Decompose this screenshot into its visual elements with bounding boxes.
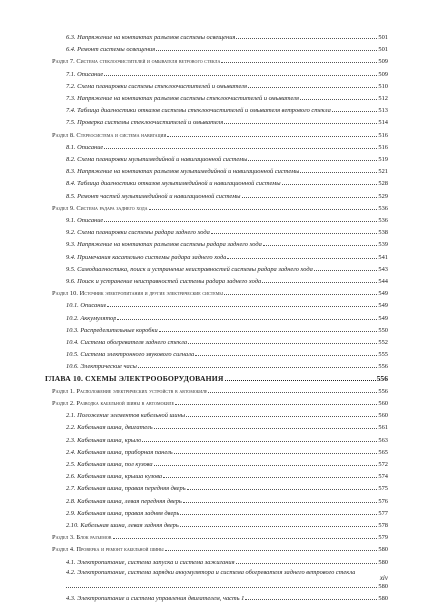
toc-page-ref: 560 <box>378 400 388 407</box>
toc-title: 6.3. Напряжение на контактах разъемов системы освещения <box>66 34 236 41</box>
toc-title: 2.7. Кабельная шина, правая передняя дверь <box>66 485 186 493</box>
toc-title: 9.3. Напряжение на контактах разъемов системы радара заднего хода <box>66 241 262 249</box>
toc-entry-sub[interactable] <box>0 262 424 274</box>
toc-entry-sub[interactable] <box>0 250 424 262</box>
toc-page-ref: 561 <box>378 424 388 432</box>
toc-title: 6.4. Ремонт системы освещения <box>66 46 156 54</box>
leader-dots <box>180 506 377 515</box>
toc-page-ref: 521 <box>378 168 388 176</box>
toc-entry-sub[interactable] <box>0 433 424 445</box>
toc-entry-section[interactable] <box>0 286 424 298</box>
leader-dots <box>248 152 377 161</box>
toc-entry-sub[interactable] <box>0 164 424 176</box>
toc-title: 2.5. Кабельная шина, пол кузова <box>66 461 153 468</box>
toc-page-ref: 576 <box>378 497 388 505</box>
toc-entry-sub[interactable] <box>0 359 424 371</box>
toc-page-ref: 514 <box>378 119 388 127</box>
toc-title: 8.2. Схема планировки мультимедийной и навигационной системы <box>66 156 248 163</box>
leader-dots <box>224 286 378 295</box>
toc-page-ref: 572 <box>378 461 388 468</box>
toc-title: 4.2. Электропитание, система зарядки аккумулятора и система обогревателя заднего ветрового стекла <box>66 568 356 576</box>
toc-page-ref: 552 <box>378 339 388 346</box>
toc-entry-sub[interactable] <box>0 469 424 481</box>
toc-page-ref: 543 <box>378 265 388 273</box>
toc-title: 8.4. Таблица диагностики отказов мультимедийной и навигационной системы <box>66 180 281 188</box>
toc-title: 9.5. Самодиагностика, поиск и устранение неисправностей системы радара заднего хода <box>66 265 313 273</box>
leader-dots <box>248 79 377 88</box>
toc-page-ref: 501 <box>378 46 388 54</box>
leader-dots <box>156 42 377 51</box>
leader-dots <box>117 311 377 320</box>
toc-title: Раздел 3. Блок разъемов <box>52 534 112 542</box>
toc-page-ref: 575 <box>378 485 388 493</box>
leader-dots <box>221 54 377 63</box>
leader-dots <box>154 457 378 466</box>
leader-dots <box>154 420 378 429</box>
leader-dots <box>174 445 378 454</box>
toc-title: 10.5. Система электронного звукового сигнала <box>66 351 195 359</box>
toc-continuation <box>66 579 388 591</box>
toc-entry-sub[interactable] <box>0 567 424 579</box>
toc-title: Раздел 8. Стереосистема и система навигации <box>52 131 167 139</box>
toc-entry-sub[interactable] <box>0 225 424 237</box>
page-number: xiv <box>379 574 388 582</box>
toc-page-ref: 512 <box>378 95 388 102</box>
toc-page-ref: 580 <box>378 546 388 554</box>
leader-dots <box>165 542 378 551</box>
toc-page-ref: 539 <box>378 241 388 249</box>
toc-title: 9.1. Описание <box>66 217 104 224</box>
leader-dots <box>149 201 378 210</box>
leader-dots <box>225 372 376 381</box>
toc-page-ref: 510 <box>378 82 388 90</box>
toc-page-ref: 538 <box>378 229 388 237</box>
toc-title: 2.6. Кабельная шина, крыша кузова <box>66 473 163 481</box>
toc-page-ref: 549 <box>378 314 388 322</box>
toc-entry-sub[interactable] <box>0 189 424 201</box>
toc-title: 8.1. Описание <box>66 143 104 151</box>
leader-dots <box>167 128 377 137</box>
leader-dots <box>245 591 377 600</box>
toc-page-ref: 536 <box>378 217 388 224</box>
toc-entry-sub[interactable] <box>0 30 424 42</box>
toc-entry-section[interactable] <box>0 128 424 140</box>
toc-title: 7.2. Схема планировки системы стеклоочистителей и омывателя <box>66 82 247 90</box>
leader-dots <box>300 91 377 100</box>
toc-title: 10.4. Система обогревателя заднего стекла <box>66 339 188 346</box>
leader-dots <box>175 396 377 405</box>
toc-entry-sub[interactable] <box>0 79 424 91</box>
toc-title: Раздел 7. Система стеклоочистителей и омывателя ветрового стекла <box>52 58 221 66</box>
leader-dots <box>183 494 378 503</box>
toc-page-ref: 556 <box>376 373 388 383</box>
toc-title: Раздел 10. Источник электропитания и другие электрические системы <box>52 290 223 298</box>
leader-dots <box>113 530 378 539</box>
leader-dots <box>300 164 377 173</box>
leader-dots <box>211 225 378 234</box>
toc-page-ref: 550 <box>378 326 388 334</box>
toc-page-ref: 579 <box>378 534 388 542</box>
leader-dots <box>66 579 377 588</box>
toc-title: 9.4. Примечания касательно системы радара заднего хода <box>66 253 227 261</box>
toc-entry-sub[interactable] <box>0 555 424 567</box>
leader-dots <box>163 469 377 478</box>
toc-title: ГЛАВА 10. СХЕМЫ ЭЛЕКТРООБОРУДОВАНИЯ <box>45 373 224 383</box>
toc-entry-sub[interactable] <box>0 91 424 103</box>
leader-dots <box>263 237 378 246</box>
toc-entry-sub[interactable] <box>0 176 424 188</box>
toc-entry-chapter[interactable] <box>0 372 424 384</box>
toc-title: 7.1. Описание <box>66 70 104 78</box>
leader-dots <box>104 67 377 76</box>
toc-entry-section[interactable] <box>0 530 424 542</box>
toc-title: 10.2. Аккумулятор <box>66 314 117 322</box>
toc-page-ref: 501 <box>378 34 388 41</box>
toc-entry-sub[interactable] <box>0 420 424 432</box>
toc-page-ref: 556 <box>378 387 388 395</box>
toc-page-ref: 509 <box>378 70 388 78</box>
toc-page-ref: 565 <box>378 448 388 456</box>
toc-page-ref: 516 <box>378 143 388 151</box>
leader-dots <box>104 213 377 222</box>
toc-title: 10.1. Описание <box>66 302 107 310</box>
toc-page-ref: 549 <box>378 302 388 310</box>
toc-page-ref: 578 <box>378 522 388 529</box>
toc-entry-sub[interactable] <box>0 115 424 127</box>
leader-dots <box>262 274 377 283</box>
toc-page-ref: 563 <box>378 436 388 444</box>
leader-dots <box>224 115 377 124</box>
toc-entry-section[interactable] <box>0 396 424 408</box>
toc-title: 2.9. Кабельная шина, правая задняя дверь <box>66 509 180 517</box>
toc-entry-sub[interactable] <box>0 445 424 457</box>
toc-entry-sub[interactable] <box>0 67 424 79</box>
leader-dots <box>138 359 378 368</box>
leader-dots <box>282 176 378 185</box>
toc-title: 2.8. Кабельная шина, левая передняя дверь <box>66 497 182 505</box>
toc-page-ref: 574 <box>378 473 388 481</box>
toc-page-ref: 519 <box>378 156 388 163</box>
toc-entry-sub[interactable] <box>0 237 424 249</box>
toc-entry-sub[interactable] <box>0 494 424 506</box>
toc-page-ref: 549 <box>378 290 388 298</box>
leader-dots <box>107 298 377 307</box>
toc-title: 7.4. Таблица диагностики отказов системы стеклоочистителей и омывателя ветрового стекла <box>66 107 331 115</box>
leader-dots <box>236 30 377 39</box>
toc-page-ref: 555 <box>378 351 388 359</box>
leader-dots <box>236 555 378 564</box>
leader-dots <box>187 481 378 490</box>
toc-page-ref: 580 <box>378 583 388 590</box>
toc-title: 7.5. Проверка системы стеклоочистителей и омывателя <box>66 119 224 127</box>
leader-dots <box>314 262 378 271</box>
toc-entry-sub[interactable] <box>0 457 424 469</box>
toc-entry-sub[interactable] <box>0 311 424 323</box>
toc-page-ref: 580 <box>378 558 388 566</box>
leader-dots <box>195 347 377 356</box>
toc-entry-section[interactable] <box>0 542 424 554</box>
toc-page-ref: 528 <box>378 180 388 188</box>
leader-dots <box>180 518 378 527</box>
toc-page-ref: 560 <box>378 412 388 420</box>
toc-page-ref: 516 <box>378 131 388 139</box>
toc-entry-sub[interactable] <box>0 408 424 420</box>
toc-page-ref: 541 <box>378 253 388 261</box>
toc-entry-sub[interactable] <box>0 323 424 335</box>
leader-dots <box>188 335 377 344</box>
toc-title: 4.1. Электропитание, система запуска и система зажигания <box>66 558 235 566</box>
leader-dots <box>159 323 378 332</box>
toc-title: 2.3. Кабельная шина, крыло <box>66 436 142 444</box>
toc-entry-section[interactable] <box>0 54 424 66</box>
toc-title: 2.1. Положение элементов кабельной шины <box>66 412 186 420</box>
toc-title: 7.3. Напряжение на контактах разъемов системы стеклоочистителей и омывателя <box>66 95 299 102</box>
leader-dots <box>208 384 377 393</box>
leader-dots <box>186 408 377 417</box>
toc-page-ref: 556 <box>378 363 388 371</box>
leader-dots <box>242 189 378 198</box>
leader-dots <box>142 433 377 442</box>
toc-entry-sub[interactable] <box>0 481 424 493</box>
toc-page-ref: 529 <box>378 192 388 200</box>
toc-title: Раздел 1. Расположение электрических устройств в автомобиле <box>52 387 208 395</box>
toc-entry-sub[interactable] <box>0 335 424 347</box>
toc-entry-sub[interactable] <box>0 518 424 530</box>
toc-title: 2.4. Кабельная шина, приборная панель <box>66 448 173 456</box>
toc-page-ref: 580 <box>378 595 388 603</box>
toc-page-ref: 544 <box>378 278 388 285</box>
toc-title: 8.5. Ремонт частей мультимедийной и навигационной системы <box>66 192 241 200</box>
toc-entry-section[interactable] <box>0 384 424 396</box>
toc-title: Раздел 2. Разводка кабельной шины в автомобиле <box>52 400 175 407</box>
toc-page-ref: 513 <box>378 107 388 115</box>
toc-title: 2.2. Кабельная шина, двигатель <box>66 424 153 432</box>
toc-title: 9.2. Схема планировки системы радара заднего хода <box>66 229 210 237</box>
toc-entry-sub[interactable] <box>0 140 424 152</box>
toc-entry-section[interactable] <box>0 201 424 213</box>
toc-page-ref: 577 <box>378 509 388 517</box>
leader-dots <box>104 140 377 149</box>
toc-entry-sub[interactable] <box>0 298 424 310</box>
toc-title: 8.3. Напряжение на контактах разъемов мультимедийной и навигационной системы <box>66 168 300 176</box>
toc-page-ref: 509 <box>378 58 388 66</box>
toc-title: 10.3. Распределительные коробки <box>66 326 158 334</box>
leader-dots <box>227 250 377 259</box>
toc-title: Раздел 4. Проверка и ремонт кабельной шины <box>52 546 164 554</box>
toc-entry-sub[interactable] <box>0 42 424 54</box>
toc-title: Раздел 9. Система радара заднего хода <box>52 204 148 212</box>
toc-entry-sub[interactable] <box>0 152 424 164</box>
toc-title: 4.3. Электропитание и система управления двигателем, часть 1 <box>66 595 245 603</box>
toc-entry-sub[interactable] <box>0 591 424 603</box>
toc-entry-sub[interactable] <box>0 274 424 286</box>
toc-entry-sub[interactable] <box>0 213 424 225</box>
toc-entry-sub[interactable] <box>0 506 424 518</box>
toc-page-ref: 536 <box>378 204 388 212</box>
toc-title: 2.10. Кабельная шина, левая задняя дверь <box>66 522 179 529</box>
leader-dots <box>332 103 378 112</box>
toc-title: 9.6. Поиск и устранение неисправностей системы радара заднего хода <box>66 278 262 285</box>
toc-title: 10.6. Электрические часы <box>66 363 137 371</box>
toc-entry-sub[interactable] <box>0 103 424 115</box>
toc-entry-sub[interactable] <box>0 347 424 359</box>
